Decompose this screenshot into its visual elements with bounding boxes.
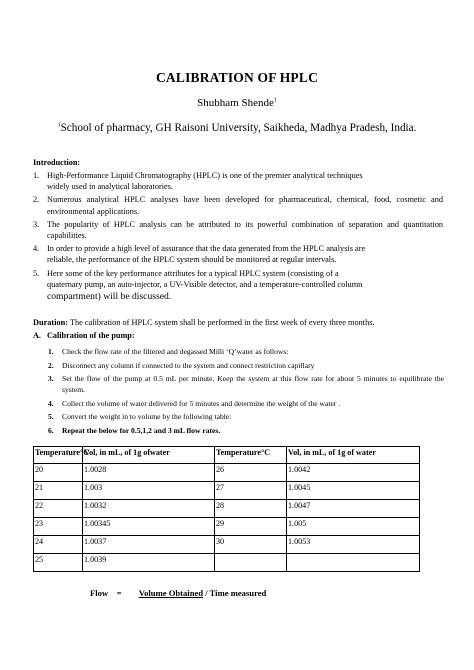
item-text: Numerous analytical HPLC analyses have been developed for pharmaceutical, chemical, food, cosmetic and environmental applications. [47,195,443,216]
section-a-title: Calibration of the pump: [47,331,135,340]
pump-step [48,399,444,410]
table-cell: 30 [215,536,287,554]
pump-steps-list [48,347,444,440]
table-cell: 25 [34,554,83,572]
table-row [34,464,420,482]
table-cell: 1.0045 [287,482,420,500]
step-text: Collect the volume of water delivered for 5 minutes and determine the weight of the water . [62,398,341,408]
table-row [34,554,420,572]
column-header: Vol, in mL, of 1g of water [287,447,420,464]
step-number: 6. [48,425,54,435]
step-text: Repeat the below for 0.5,1,2 and 3 mL flow rates. [62,425,221,435]
step-text: Set the flow of the pump at 0.5 mL per minute. Keep the system at this flow rate for about 5 minutes to equilibrate the system. [62,374,444,394]
pump-step [48,361,444,372]
table-row [34,518,420,536]
item-number: 1. [33,171,40,180]
author-line [0,97,474,109]
column-header: Vol, in mL, of 1g ofwater [83,447,215,464]
item-line: reliable, the performance of the HPLC system should be monitored at regular intervals. [47,255,337,265]
flow-formula [90,588,266,598]
introduction-item [33,243,443,265]
affiliation-superscript: 1 [57,122,61,129]
section-a-heading [33,331,135,340]
affiliation-line [0,122,474,134]
introduction-item [33,219,443,241]
duration-paragraph [33,317,445,328]
item-line: In order to provide a high level of assurance that the data generated from the HPLC analysis are [47,244,366,254]
step-number: 3. [48,374,54,384]
table-header-row [34,447,420,464]
table-cell: 1.005 [287,518,420,536]
step-number: 4. [48,398,54,408]
formula-numerator: Volume Obtained [138,588,204,598]
table-cell: 1.0028 [83,464,215,482]
table-cell: 1.0042 [287,464,420,482]
table-cell: 22 [34,500,83,518]
pump-step [48,374,444,395]
item-line: High-Performance Liquid Chromatography (HPLC) is one of the premier analytical techniques [47,171,363,180]
item-line: compartment) will be discussed. [47,291,172,303]
item-number: 4. [33,244,40,254]
table-cell: 1.00345 [83,518,215,536]
table-row [34,500,420,518]
section-a-label: A. [33,331,41,340]
duration-text: The calibration of HPLC system shall be performed in the first week of every three months. [68,318,375,327]
table-cell: 27 [215,482,287,500]
pump-step [48,412,444,423]
table-cell: 1.0047 [287,500,420,518]
introduction-item [33,170,443,192]
introduction-item [33,268,443,303]
table-row [34,482,420,500]
item-line: Here some of the key performance attributes for a typical HPLC system (consisting of a [47,268,339,278]
affiliation-text: School of pharmacy, GH Raisoni University, Saikheda, Madhya Pradesh, India. [60,122,417,134]
column-header: Temperature°C [215,447,287,464]
item-line: quaternary pump, an auto-injector, a UV-Visible detector, and a temperature-controlled column [47,279,363,289]
step-number: 5. [48,412,54,422]
table-cell: 1.003 [83,482,215,500]
table-cell: 24 [34,536,83,554]
step-text: Disconnect any column if connected to the system and connect restriction capillary [62,360,315,370]
introduction-heading: Introduction: [33,158,81,167]
table-cell: 23 [34,518,83,536]
introduction-list [33,170,443,305]
table-cell: 20 [34,464,83,482]
introduction-item [33,194,443,216]
author-superscript: 1 [273,97,277,104]
step-number: 2. [48,360,54,370]
step-number: 1. [48,347,54,356]
item-number: 5. [33,268,40,278]
table-cell: 1.0032 [83,500,215,518]
item-number: 3. [33,219,40,229]
pump-step [48,347,444,358]
step-text: Check the flow rate of the filtered and degassed Milli ‘Q’water as follows: [62,347,289,356]
formula-equals: = [116,588,122,598]
table-cell: 28 [215,500,287,518]
author-name: Shubham Shende [197,97,274,109]
document-title: CALIBRATION OF HPLC [155,70,319,85]
table-cell: 29 [215,518,287,536]
table-cell [215,554,287,572]
table-cell: 1.0039 [83,554,215,572]
formula-denominator: / Time measured [203,588,267,598]
formula-lhs: Flow [90,588,109,598]
item-number: 2. [33,195,40,205]
pump-step [48,426,444,437]
column-header: Temperature°C [34,447,83,464]
table-cell [287,554,420,572]
duration-label: Duration: [33,318,69,327]
table-cell: 26 [215,464,287,482]
table-cell: 1.0053 [287,536,420,554]
table-cell: 1.0037 [83,536,215,554]
water-volume-table [33,446,420,572]
item-line: widely used in analytical laboratories. [47,182,174,192]
step-text: Convert the weight in to volume by the following table: [62,412,232,422]
table-cell: 21 [34,482,83,500]
item-text: The popularity of HPLC analysis can be attributed to its powerful combination of separation and quantitation capabilities. [47,219,443,241]
table-row [34,536,420,554]
